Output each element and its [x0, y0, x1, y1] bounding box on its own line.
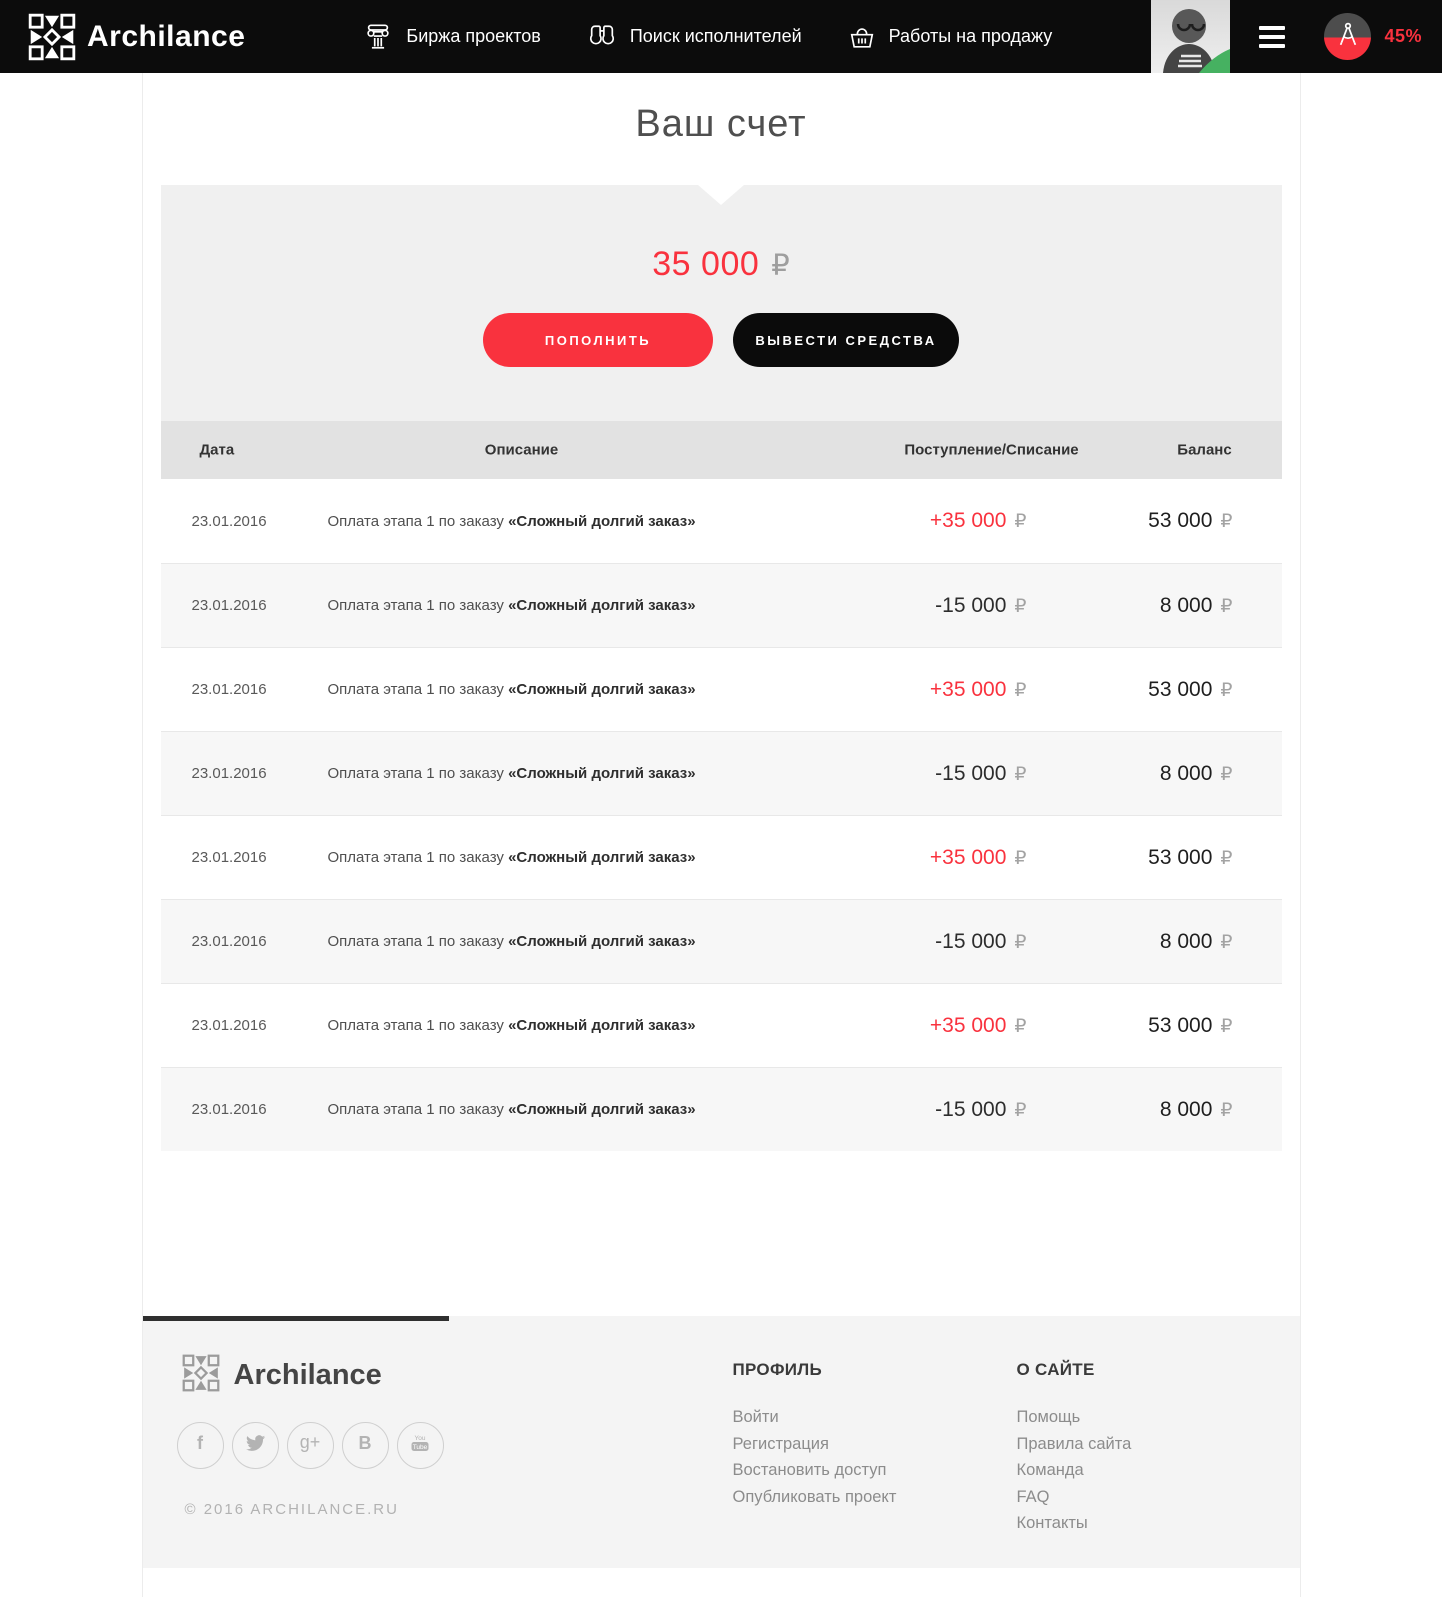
transaction-description — [328, 1101, 736, 1118]
footer-link-login[interactable]: Войти — [732, 1408, 779, 1426]
transaction-amount-value: -15 000 — [935, 1097, 1007, 1121]
google-plus-icon — [297, 1432, 323, 1459]
table-row — [161, 899, 1282, 983]
youtube-icon — [408, 1432, 432, 1459]
transaction-date: 23.01.2016 — [191, 765, 267, 782]
footer-column-title: О САЙТЕ — [1016, 1360, 1095, 1379]
footer-brand-title: Archilance — [233, 1359, 382, 1391]
twitter-icon — [244, 1433, 266, 1458]
transaction-amount-currency: ₽ — [1014, 595, 1027, 617]
transaction-description-order: «Сложный долгий заказ» — [508, 512, 696, 530]
footer-column-profile — [733, 1360, 897, 1510]
transactions-table — [161, 421, 1282, 1151]
svg-text:Tube: Tube — [412, 1444, 428, 1451]
transaction-balance-currency: ₽ — [1220, 595, 1233, 617]
transaction-date: 23.01.2016 — [191, 512, 267, 530]
column-header-amount: Поступление/Списание — [904, 441, 1079, 459]
table-row — [161, 731, 1282, 815]
transaction-amount — [736, 509, 1056, 533]
transaction-amount-value: +35 000 — [929, 509, 1007, 532]
transaction-balance-value: 8 000 — [1159, 761, 1213, 785]
transactions-table-header — [161, 421, 1282, 479]
transaction-description-order: «Сложный долгий заказ» — [508, 933, 696, 950]
footer-link-team[interactable]: Команда — [1016, 1461, 1084, 1479]
user-avatar[interactable] — [1151, 0, 1230, 73]
transaction-description-text: Оплата этапа 1 по заказу — [327, 849, 509, 866]
footer-link-help[interactable]: Помощь — [1016, 1408, 1081, 1426]
transaction-balance-value: 53 000 — [1148, 509, 1213, 532]
nav-label: Биржа проектов — [406, 26, 541, 46]
balance-amount: 35 000 — [652, 245, 760, 283]
transaction-description-order: «Сложный долгий заказ» — [508, 1017, 696, 1034]
table-row — [161, 479, 1282, 563]
transaction-amount-value: -15 000 — [935, 593, 1007, 617]
transaction-amount-currency: ₽ — [1014, 847, 1027, 869]
transaction-balance-currency: ₽ — [1220, 847, 1233, 869]
footer-column-title: ПРОФИЛЬ — [732, 1360, 823, 1379]
transaction-balance-currency: ₽ — [1220, 1015, 1233, 1037]
transaction-amount — [736, 930, 1056, 954]
transaction-date: 23.01.2016 — [191, 1101, 267, 1118]
transaction-date: 23.01.2016 — [191, 933, 267, 950]
svg-text:f: f — [197, 1433, 203, 1453]
transaction-balance — [1056, 509, 1282, 533]
transaction-balance — [1056, 1098, 1282, 1122]
transaction-description-order: «Сложный долгий заказ» — [508, 1101, 696, 1118]
transaction-balance — [1056, 762, 1282, 786]
transaction-amount-value: +35 000 — [929, 1013, 1007, 1037]
topup-button[interactable]: ПОПОЛНИТЬ — [483, 313, 713, 367]
table-row — [161, 647, 1282, 731]
nav-item-projects-exchange[interactable] — [363, 21, 540, 53]
transaction-amount-currency: ₽ — [1014, 931, 1027, 953]
compass-icon — [1335, 21, 1361, 52]
balance-panel — [161, 185, 1282, 421]
footer-brand-logo[interactable] — [182, 1354, 382, 1397]
transaction-balance — [1056, 1014, 1282, 1038]
transaction-amount — [736, 1098, 1056, 1122]
transaction-description-order: «Сложный долгий заказ» — [508, 765, 696, 782]
footer-link-register[interactable]: Регистрация — [732, 1434, 829, 1453]
footer-link-site-rules[interactable]: Правила сайта — [1016, 1434, 1132, 1453]
brand-logo[interactable] — [28, 13, 245, 61]
hamburger-menu-icon[interactable] — [1259, 21, 1285, 53]
social-google-plus[interactable] — [287, 1422, 334, 1469]
transaction-amount — [736, 678, 1056, 702]
withdraw-button[interactable]: ВЫВЕСТИ СРЕДСТВА — [733, 313, 959, 367]
nav-label: Поиск исполнителей — [629, 26, 802, 46]
transaction-description-order: «Сложный долгий заказ» — [508, 681, 696, 698]
transaction-amount-currency: ₽ — [1014, 1099, 1027, 1121]
transaction-amount-currency: ₽ — [1014, 679, 1027, 701]
transaction-balance-value: 8 000 — [1159, 593, 1213, 617]
transaction-description-order: «Сложный долгий заказ» — [508, 849, 696, 866]
footer-link-faq[interactable]: FAQ — [1016, 1487, 1050, 1506]
transaction-amount-value: -15 000 — [935, 761, 1007, 785]
header-right-cluster — [1151, 0, 1442, 73]
transaction-description-text: Оплата этапа 1 по заказу — [327, 933, 509, 950]
transaction-balance — [1056, 846, 1282, 870]
footer-link-restore-access[interactable]: Востановить доступ — [732, 1461, 887, 1479]
binoculars-icon — [587, 22, 617, 52]
svg-text:You: You — [414, 1435, 426, 1442]
profile-progress-value: 45% — [1384, 26, 1422, 46]
basket-icon — [848, 23, 876, 51]
social-twitter[interactable] — [232, 1422, 279, 1469]
column-header-balance: Баланс — [1177, 441, 1232, 459]
transaction-amount-currency: ₽ — [1014, 511, 1027, 532]
transaction-amount-value: -15 000 — [935, 929, 1007, 953]
transaction-description — [328, 597, 736, 614]
transaction-description — [328, 933, 736, 950]
nav-label: Работы на продажу — [888, 26, 1053, 46]
transaction-balance-value: 8 000 — [1159, 1097, 1213, 1121]
site-footer — [143, 1316, 1300, 1568]
transaction-amount — [736, 1014, 1056, 1038]
archilance-logo-icon — [182, 1354, 220, 1397]
facebook-icon — [189, 1432, 211, 1459]
table-row — [161, 563, 1282, 647]
transaction-description-text: Оплата этапа 1 по заказу — [327, 765, 509, 782]
transaction-description-text: Оплата этапа 1 по заказу — [327, 597, 509, 614]
archilance-logo-icon — [28, 13, 76, 61]
transaction-balance-value: 53 000 — [1148, 677, 1213, 701]
transaction-description — [328, 765, 736, 782]
table-row — [161, 1067, 1282, 1151]
column-header-description: Описание — [484, 441, 559, 459]
transaction-balance-currency: ₽ — [1220, 931, 1233, 953]
social-vk[interactable] — [342, 1422, 389, 1469]
transaction-balance — [1056, 930, 1282, 954]
transaction-description — [328, 1017, 736, 1034]
footer-link-contacts[interactable]: Контакты — [1016, 1514, 1088, 1532]
balance-currency: ₽ — [771, 250, 790, 282]
transaction-amount-value: +35 000 — [929, 677, 1007, 701]
copyright-text: © 2016 ARCHILANCE.RU — [184, 1501, 399, 1518]
column-icon — [363, 21, 393, 53]
transaction-balance-currency: ₽ — [1220, 763, 1233, 785]
transaction-balance-currency: ₽ — [1220, 511, 1233, 532]
transaction-description-text: Оплата этапа 1 по заказу — [327, 681, 509, 698]
transaction-description-order: «Сложный долгий заказ» — [508, 597, 696, 614]
balance-buttons — [161, 313, 1282, 367]
transaction-balance-value: 53 000 — [1148, 845, 1213, 869]
footer-accent-bar — [143, 1316, 449, 1321]
transaction-amount-value: +35 000 — [929, 845, 1007, 869]
top-nav-bar — [0, 0, 1442, 73]
nav-item-works-for-sale[interactable] — [848, 23, 1053, 51]
nav-item-find-freelancers[interactable] — [587, 22, 802, 52]
table-row — [161, 815, 1282, 899]
transaction-amount-currency: ₽ — [1014, 1015, 1027, 1037]
transaction-date: 23.01.2016 — [191, 597, 267, 614]
transaction-description-text: Оплата этапа 1 по заказу — [327, 1101, 509, 1118]
transaction-date: 23.01.2016 — [191, 849, 267, 866]
page-container — [142, 73, 1301, 1597]
transaction-balance-value: 53 000 — [1148, 1013, 1213, 1037]
transaction-date: 23.01.2016 — [191, 1017, 267, 1034]
footer-column-about — [1017, 1360, 1132, 1537]
transaction-description — [328, 681, 736, 698]
transaction-amount-currency: ₽ — [1014, 763, 1027, 785]
brand-title: Archilance — [87, 19, 246, 53]
transaction-description — [328, 849, 736, 866]
transaction-balance — [1056, 678, 1282, 702]
transaction-date: 23.01.2016 — [191, 681, 267, 698]
transaction-balance-currency: ₽ — [1220, 1099, 1233, 1121]
transaction-amount — [736, 762, 1056, 786]
social-links — [177, 1422, 444, 1469]
vk-icon — [354, 1432, 376, 1459]
profile-progress-badge — [1324, 13, 1371, 60]
column-header-date: Дата — [199, 441, 235, 459]
transaction-amount — [736, 594, 1056, 618]
transaction-description-text: Оплата этапа 1 по заказу — [327, 512, 509, 530]
social-facebook[interactable] — [177, 1422, 224, 1469]
social-youtube[interactable] — [397, 1422, 444, 1469]
footer-link-publish-project[interactable]: Опубликовать проект — [732, 1487, 897, 1506]
panel-notch — [698, 185, 744, 205]
main-nav — [363, 21, 1098, 53]
transactions-body — [161, 479, 1282, 1151]
transaction-description — [328, 513, 736, 530]
svg-text:g+: g+ — [299, 1432, 321, 1452]
transaction-description-text: Оплата этапа 1 по заказу — [327, 1017, 509, 1034]
table-row — [161, 983, 1282, 1067]
svg-text:B: B — [358, 1433, 372, 1453]
transaction-balance — [1056, 594, 1282, 618]
transaction-balance-currency: ₽ — [1220, 679, 1233, 701]
page-title: Ваш счет — [635, 103, 807, 145]
transaction-balance-value: 8 000 — [1159, 929, 1213, 953]
transaction-amount — [736, 846, 1056, 870]
